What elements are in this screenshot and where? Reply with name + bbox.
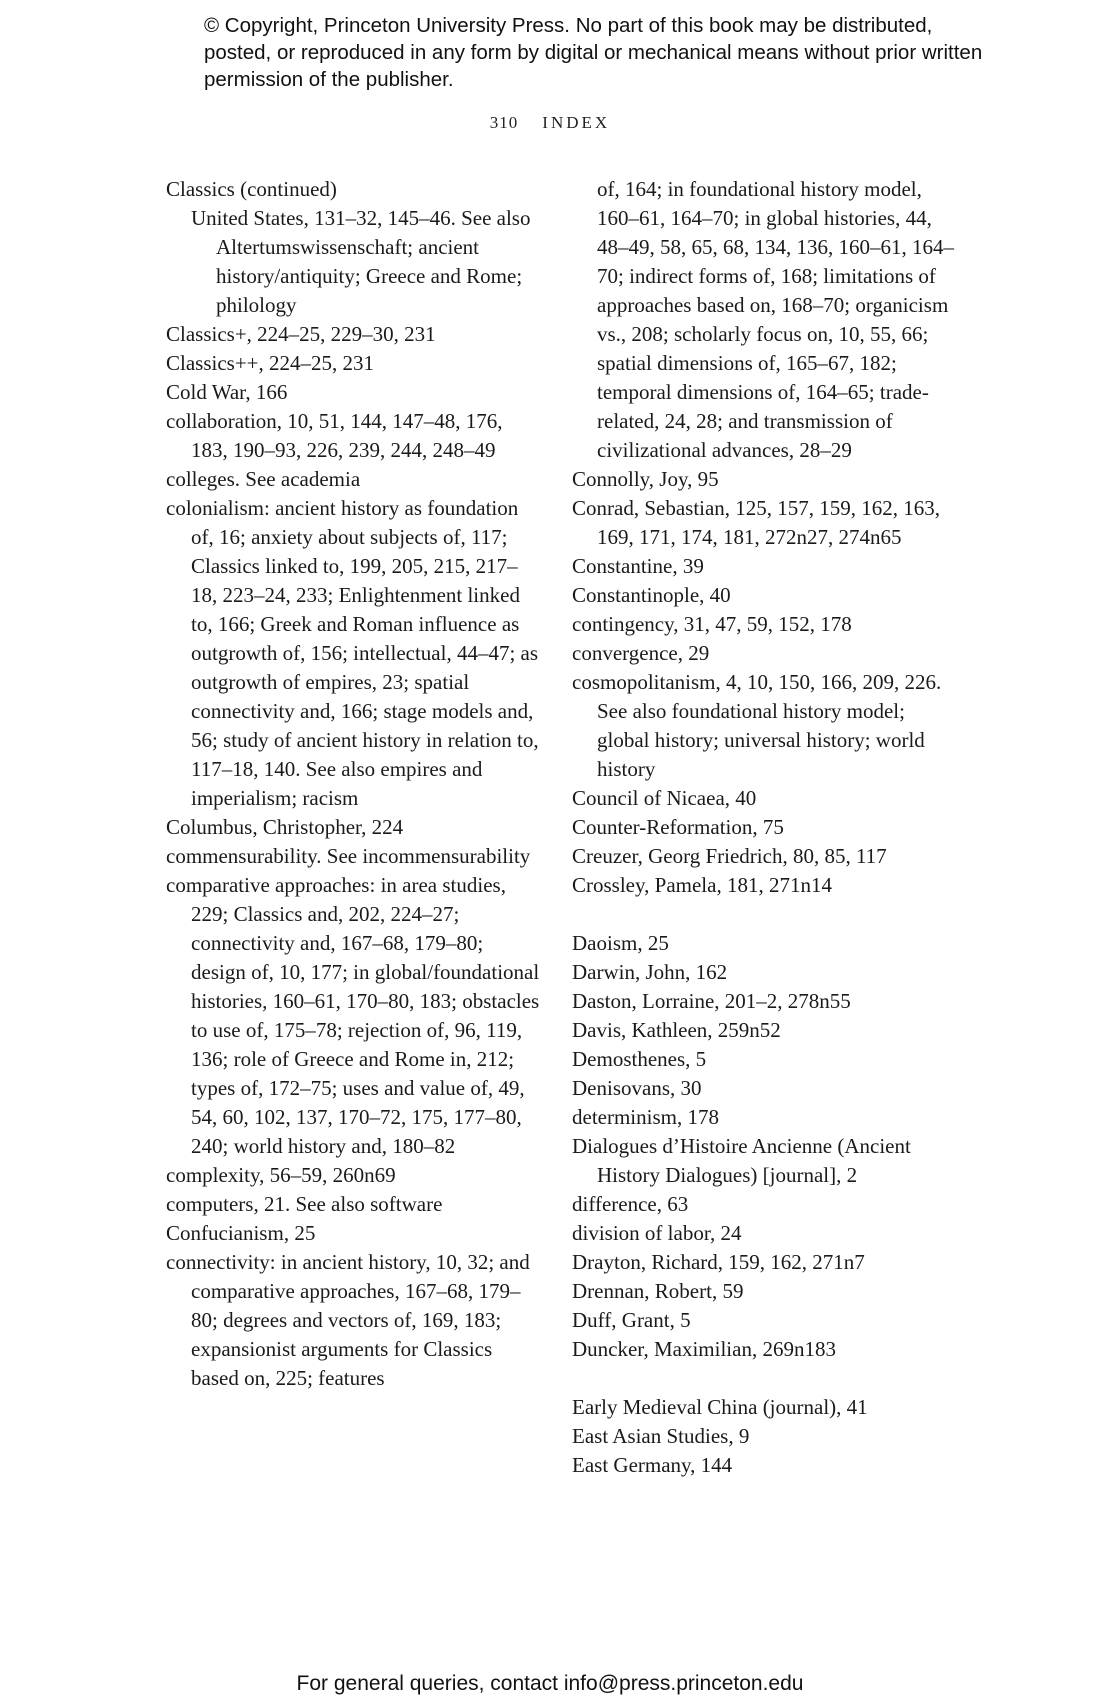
index-entry: Demosthenes, 5 [572,1047,707,1071]
index-entry: complexity, 56–59, 260n69 [166,1163,396,1187]
index-entry: East Asian Studies, 9 [572,1424,750,1448]
index-entry: Dialogues d’Histoire Ancienne (Ancient History Dialogues) [journal], 2 [572,1134,911,1187]
index-entry: Classics++, 224–25, 231 [166,351,375,375]
index-entry-continuation: of, 164; in foundational history model, 160–61, 164–70; in global histories, 44, 48–49, 58, 65, 68, 134, 136, 160–61, 164–70; indirect forms of, 168; limitations of approaches based on, 168–70; organicism vs., 208; scholarly focus on, 10, 55, 66; spatial dimensions of, 165–67, 182; temporal dimensions of, 164–65; trade-related, 24, 28; and transmission of civilizational advances, 28–29 [597,177,954,462]
running-head [0,113,1100,133]
index-entry: comparative approaches: in area studies, 229; Classics and, 202, 224–27; connectivity and, 167–68, 179–80; design of, 10, 177; in global/foundational histories, 160–61, 170–80, 183; obstacles to use of, 175–78; rejection of, 96, 119, 136; role of Greece and Rome in, 212; types of, 172–75; uses and value of, 49, 54, 60, 102, 137, 170–72, 175, 177–80, 240; world history and, 180–82 [166,873,540,1158]
index-entry: convergence, 29 [572,641,710,665]
index-entry: contingency, 31, 47, 59, 152, 178 [572,612,852,636]
index-entry: Counter-Reformation, 75 [572,815,784,839]
index-entry: commensurability. See incommensurability [166,844,531,868]
index-entry: Classics+, 224–25, 229–30, 231 [166,322,436,346]
index-entry: Drennan, Robert, 59 [572,1279,744,1303]
index-entry: connectivity: in ancient history, 10, 32; and comparative approaches, 167–68, 179–80; degrees and vectors of, 169, 183; expansionist arguments for Classics based on, 225; features [166,1250,530,1390]
section-gap [572,1364,962,1393]
index-entry: collaboration, 10, 51, 144, 147–48, 176, 183, 190–93, 226, 239, 244, 248–49 [166,409,503,462]
footer-contact: For general queries, contact info@press.princeton.edu [296,1672,804,1695]
index-column-left [166,175,541,1393]
index-subentry: United States, 131–32, 145–46. See also Altertumswissenschaft; ancient history/antiquity; Greece and Rome; philology [191,206,531,317]
index-entry: East Germany, 144 [572,1453,733,1477]
index-entry: Daoism, 25 [572,931,669,955]
index-entry: Columbus, Christopher, 224 [166,815,404,839]
index-entry: Darwin, John, 162 [572,960,728,984]
index-column-right [572,175,962,1480]
index-entry: difference, 63 [572,1192,689,1216]
index-entry: Drayton, Richard, 159, 162, 271n7 [572,1250,865,1274]
index-entry: Davis, Kathleen, 259n52 [572,1018,781,1042]
section-gap [572,900,962,929]
index-entry: computers, 21. See also software [166,1192,443,1216]
index-entry: Denisovans, 30 [572,1076,702,1100]
index-entry: Constantinople, 40 [572,583,731,607]
index-entry: Connolly, Joy, 95 [572,467,719,491]
index-entry: Confucianism, 25 [166,1221,316,1245]
index-entry: Early Medieval China (journal), 41 [572,1395,868,1419]
index-entry: cosmopolitanism, 4, 10, 150, 166, 209, 226. See also foundational history model; global history; universal history; world history [572,670,942,781]
index-entry: Cold War, 166 [166,380,288,404]
index-entry: Duncker, Maximilian, 269n183 [572,1337,836,1361]
index-entry: Duff, Grant, 5 [572,1308,691,1332]
index-entry: Creuzer, Georg Friedrich, 80, 85, 117 [572,844,887,868]
index-entry: colleges. See academia [166,467,361,491]
index-entry: colonialism: ancient history as foundation of, 16; anxiety about subjects of, 117; Classics linked to, 199, 205, 215, 217–18, 223–24, 233; Enlightenment linked to, 166; Greek and Roman influence as outgrowth of, 156; intellectual, 44–47; as outgrowth of empires, 23; spatial connectivity and, 166; stage models and, 56; study of ancient history in relation to, 117–18, 140. See also empires and imperialism; racism [166,496,539,810]
index-entry: Constantine, 39 [572,554,704,578]
index-entry: Daston, Lorraine, 201–2, 278n55 [572,989,851,1013]
copyright-notice: © Copyright, Princeton University Press. No part of this book may be distributed, posted, or reproduced in any form by digital or mechanical means without prior written permission of the publisher. [204,14,983,91]
page-number: 310 [489,113,519,132]
index-entry: Crossley, Pamela, 181, 271n14 [572,873,832,897]
index-entry: determinism, 178 [572,1105,719,1129]
index-entry: division of labor, 24 [572,1221,742,1245]
index-entry: Classics (continued) [166,177,337,201]
running-title: INDEX [542,113,611,132]
index-entry: Conrad, Sebastian, 125, 157, 159, 162, 163, 169, 171, 174, 181, 272n27, 274n65 [572,496,941,549]
index-entry: Council of Nicaea, 40 [572,786,757,810]
